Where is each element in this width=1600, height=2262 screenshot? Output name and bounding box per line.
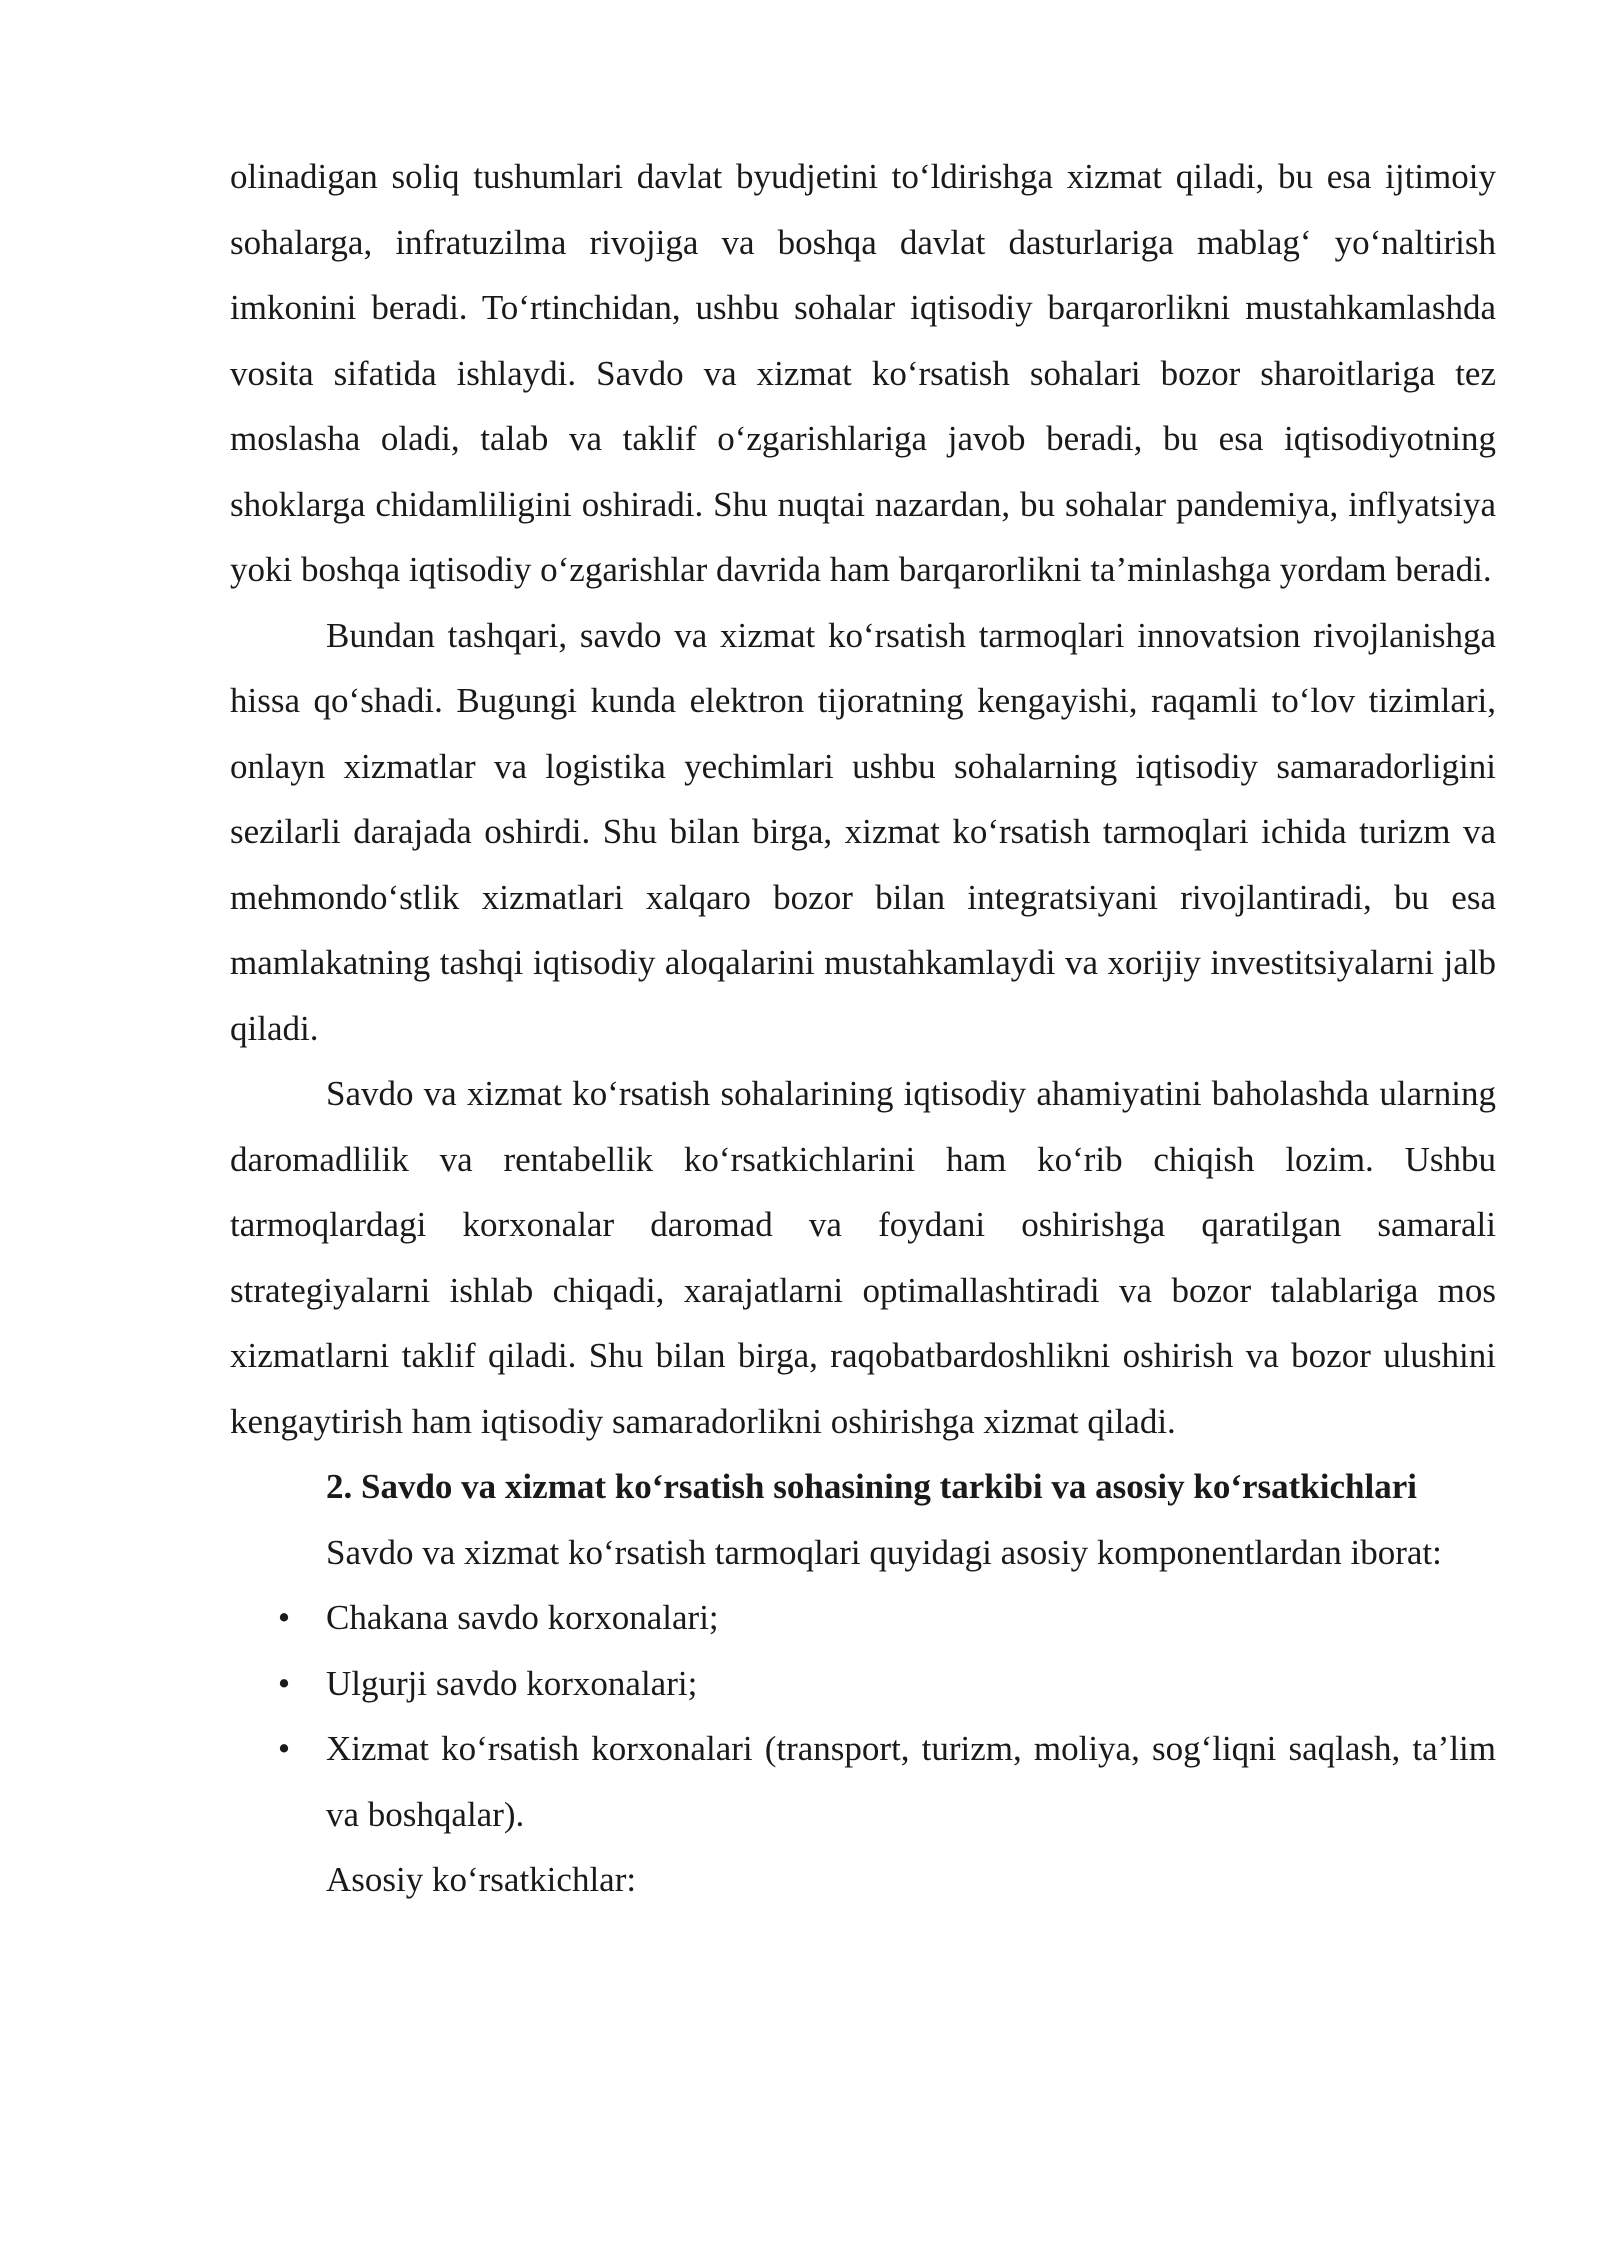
list-item — [277, 1716, 1496, 1847]
list-item-text: Xizmat ko‘rsatish korxonalari (transport, turizm, moliya, sog‘liqni saqlash, ta’lim va boshqalar). — [326, 1729, 1496, 1834]
bullet-icon: • — [277, 1729, 291, 1768]
components-list — [230, 1585, 1496, 1847]
section-heading: 2. Savdo va xizmat ko‘rsatish sohasining tarkibi va asosiy ko‘rsatkichlari — [326, 1467, 1417, 1506]
indicators-intro: Asosiy ko‘rsatkichlar: — [326, 1860, 637, 1899]
paragraph-innovatsion-rivojlanish: Bundan tashqari, savdo va xizmat ko‘rsatish tarmoqlari innovatsion rivojlanishga hissa qo‘shadi. Bugungi kunda elektron tijoratning kengayishi, raqamli to‘lov tizimlari, onlayn xizmatlar va logistika yechimlari ushbu sohalarning iqtisodiy samaradorligini sezilarli darajada oshirdi. Shu bilan birga, xizmat ko‘rsatish tarmoqlari ichida turizm va mehmondo‘stlik xizmatlari xalqaro bozor bilan integratsiyani rivojlantiradi, bu esa mamlakatning tashqi iqtisodiy aloqalarini mustahkamlaydi va xorijiy investitsiyalarni jalb qiladi. — [230, 615, 1496, 1048]
paragraph-iqtisodiy-ahamiyat: Savdo va xizmat ko‘rsatish sohalarining iqtisodiy ahamiyatini baholashda ularning daromadlilik va rentabellik ko‘rsatkichlarini ham ko‘rib chiqish lozim. Ushbu tarmoqlardagi korxonalar daromad va foydani oshirishga qaratilgan samarali strategiyalarni ishlab chiqadi, xarajatlarni optimallashtiradi va bozor talablariga mos xizmatlarni taklif qiladi. Shu bilan birga, raqobatbardoshlikni oshirish va bozor ulushini kengaytirish ham iqtisodiy samaradorlikni oshirishga xizmat qiladi. — [230, 1074, 1496, 1441]
paragraph-soliq-tushumlari: olinadigan soliq tushumlari davlat byudjetini to‘ldirishga xizmat qiladi, bu esa ijtimoiy sohalarga, infratuzilma rivojiga va boshqa davlat dasturlariga mablag‘ yo‘naltirish imkonini beradi. To‘rtinchidan, ushbu sohalar iqtisodiy barqarorlikni mustahkamlashda vosita sifatida ishlaydi. Savdo va xizmat ko‘rsatish sohalari bozor sharoitlariga tez moslasha oladi, talab va taklif o‘zgarishlariga javob beradi, bu esa iqtisodiyotning shoklarga chidamliligini oshiradi. Shu nuqtai nazardan, bu sohalar pandemiya, inflyatsiya yoki boshqa iqtisodiy o‘zgarishlar davrida ham barqarorlikni ta’minlashga yordam beradi. — [230, 157, 1496, 589]
bullet-icon: • — [277, 1663, 291, 1703]
bullet-icon: • — [277, 1598, 291, 1637]
list-item-text: Ulgurji savdo korxonalari; — [326, 1663, 698, 1703]
document-body — [230, 144, 1496, 1913]
list-item — [277, 1651, 1496, 1717]
components-intro: Savdo va xizmat ko‘rsatish tarmoqlari quyidagi asosiy komponentlardan iborat: — [326, 1532, 1442, 1572]
list-item-text: Chakana savdo korxonalari; — [326, 1598, 719, 1637]
list-item — [277, 1585, 1496, 1651]
